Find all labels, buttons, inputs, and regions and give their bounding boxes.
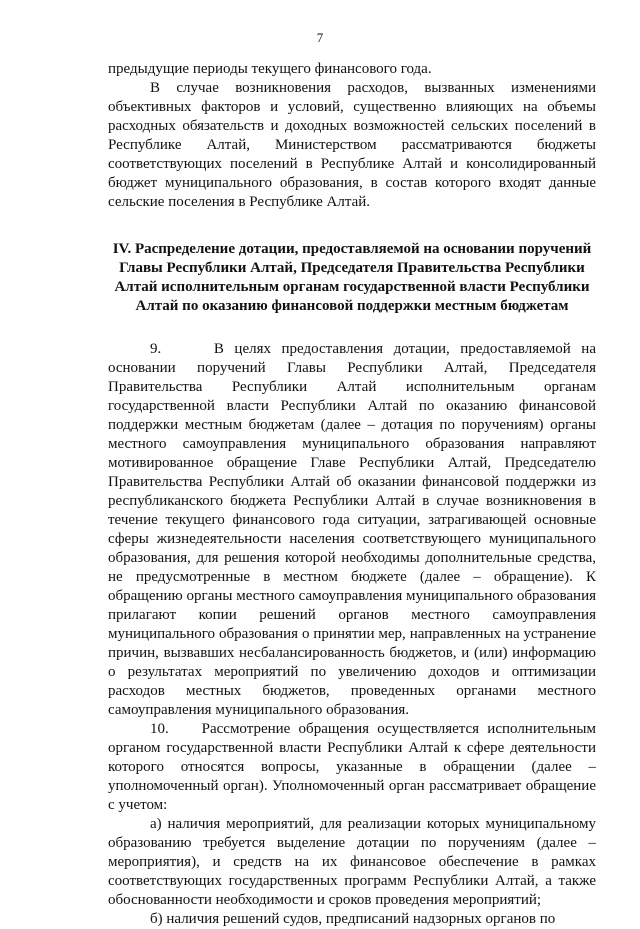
document-body	[108, 60, 596, 929]
paragraph-item-10: 10. Рассмотрение обращения осуществляется исполнительным органом государственной власти Республики Алтай к сфере деятельности которого относятся вопросы, указанные в обращении (далее – уполномоченный орган). Уполномоченный орган рассматривает обращение с учетом:	[108, 721, 596, 813]
section-heading: IV. Распределение дотации, предоставляемой на основании поручений Главы Республики Алтай, Председателя Правительства Республики Алтай исполнительным органам государственной власти Республики Алтай по оказанию финансовой поддержки местным бюджетам	[112, 241, 592, 314]
paragraph-continuation: предыдущие периоды текущего финансового года.	[108, 61, 432, 77]
paragraph-subitem-b: б) наличия решений судов, предписаний надзорных органов по	[150, 911, 556, 927]
paragraph-item-9: 9. В целях предоставления дотации, предоставляемой на основании поручений Главы Республики Алтай, Председателя Правительства Республики Алтай исполнительным органам государственной власти Республики Алтай по оказанию финансовой поддержки местным бюджетам (далее – дотация по поручениям) органы местного самоуправления муниципального образования направляют мотивированное обращение Главе Республики Алтай, Председателю Правительства Республики Алтай об оказании финансовой поддержки из республиканского бюджета Республики Алтай в случае возникновения в течение текущего финансового года ситуации, затрагивающей основные сферы жизнедеятельности населения соответствующего муниципального образования, для решения которой необходимы дополнительные средства, не предусмотренные в местном бюджете (далее – обращение). К обращению органы местного самоуправления муниципального образования прилагают копии решений органов местного самоуправления муниципального образования о принятии мер, направленных на устранение причин, вызвавших несбалансированность бюджетов, и (или) информацию о результатах мероприятий по увеличению доходов и оптимизации расходов местных бюджетов, проведенных органами местного самоуправления муниципального образования.	[108, 341, 596, 718]
paragraph-subitem-a: а) наличия мероприятий, для реализации которых муниципальному образованию требуется выделение дотации по поручениям (далее – мероприятия), и средств на их финансовое обеспечение в рамках соответствующих государственных программ Республики Алтай, а также обоснованности необходимости и сроков проведения мероприятий;	[108, 816, 596, 908]
page-number: 7	[316, 30, 324, 45]
paragraph-expense-change: В случае возникновения расходов, вызванных изменениями объективных факторов и условий, существенно влияющих на объемы расходных обязательств и доходных возможностей сельских поселений в Республике Алтай, Министерством рассматриваются бюджеты соответствующих поселений в Республике Алтай и консолидированный бюджет муниципального образования, в состав которого входят данные сельские поселения в Республике Алтай.	[108, 80, 596, 210]
